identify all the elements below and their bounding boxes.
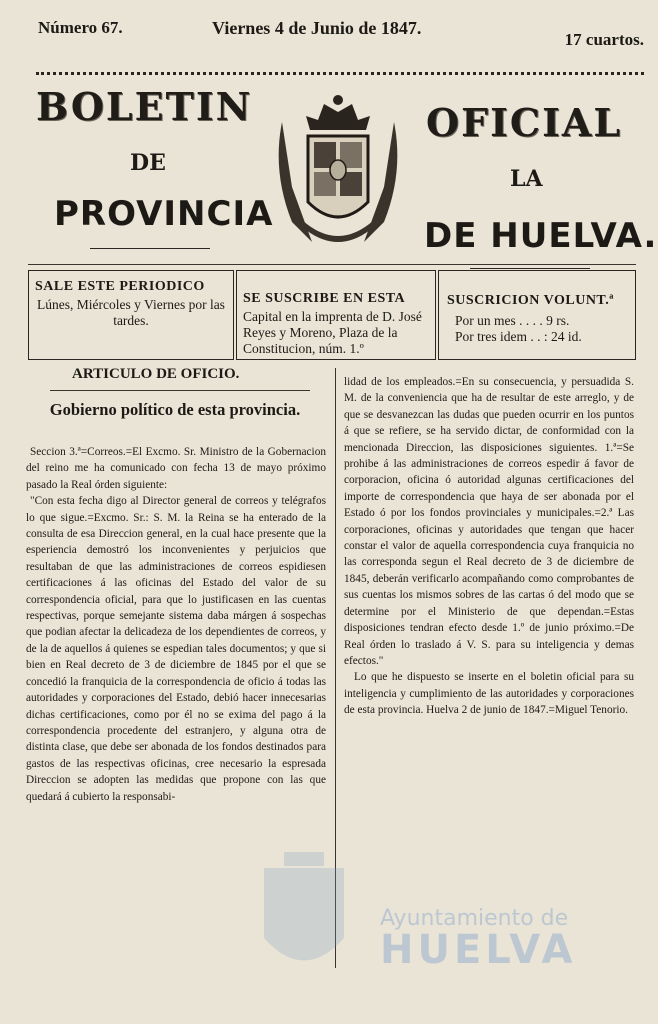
issue-number: Número 67. [38, 18, 123, 37]
info-box-schedule [28, 270, 234, 360]
info-box-subscription-price [438, 270, 636, 360]
section-subheading: Gobierno político de esta provincia. [49, 400, 301, 419]
left-column [26, 444, 326, 805]
title-de: DE [130, 150, 166, 176]
masthead-dotted-rule [36, 72, 644, 75]
watermark-line-2: HUELVA [380, 927, 577, 973]
issue-date: Viernes 4 de Junio de 1847. [212, 18, 422, 38]
right-paragraph-1: lidad de los empleados.=En su consecuencia, y persuadida S. M. de la conveniencia que ha de resultar de este arreglo, y de que se desvanezcan las dudas que pueden ocurrir en los puntos á que se refiere, se ha servido dictar, de conformidad con la mencionada Direccion, las disposiciones siguientes. 1.ª=Se prohibe á las administraciones de correos espedir á favor de corporacion, oficina ó autoridad algunas certificaciones del importe de correspondencia que haya de ser abonada por el Estado ó por los fondos provinciales y municipales.=2.ª Las corporaciones, oficinas y autoridades que tengan que hacer constar el valor de aquella correspondencia cuya franquicia no las corresponda segun el Real decreto de 3 de diciembre de 1845, deberán verificarlo acompañando como comprobantes de sus cuentas los mismos sobres de las cartas ó del modo que se determine por el Ministerio de que dependan.=Estas disposiciones tendran efecto desde 1.º de junio próximo.=De Real órden lo traslado á V. S. para su inteligencia y demas efectos." [344, 376, 634, 667]
title-la: LA [510, 166, 543, 192]
title-oficial: OFICIAL [426, 100, 623, 145]
left-paragraph-2: "Con esta fecha digo al Director general de correos y telégrafos lo que sigue.=Excmo. Sr.: S. M. la Reina se ha enterado de la consulta de esa Direccion general, en la cual hace presente que la esperiencia demostró los inconvenientes y perjuicios que resultaban de que las administraciones de correos espidiesen certificaciones á las oficinas del Estado del valor de su correspondencia oficial, para que lo justificasen en las cuentas respectivas, porque semejante sistema daba márgen á sospechas que podian afectar la delicadeza de los dependientes de correos, y de la de aquellos á quienes se espedian tales documentos; y que si bien en Real decreto de 3 de diciembre de 1845 por el que se concedió la franquicia de la correspondencia de oficio á todas las autoridades y corporaciones del Estado, debió hacer innecesarias dichas certificaciones, como por él no se exima del pago á la correspondencia procedente del estranjero, y alguna otra de distinta clase, que debe ser abonada de los fondos destinados para gastos de las respectivas oficinas, cree necesario la espresada Direccion se adopten las medidas que propone con las que quedará á cubierto la responsabi- [26, 495, 326, 803]
watermark-text [300, 906, 576, 973]
right-column [344, 374, 634, 719]
info-top-rule [28, 264, 636, 265]
section-heading: ARTICULO DE OFICIO. [72, 366, 240, 382]
info-box-price-heading: SUSCRICION VOLUNT.ª [447, 293, 614, 308]
title-boletin: BOLETIN [36, 84, 253, 129]
masthead-topline [38, 18, 644, 48]
info-box-schedule-heading: SALE ESTE PERIODICO [35, 279, 205, 294]
left-flourish [90, 248, 210, 251]
issue-price: 17 cuartos. [564, 30, 644, 49]
info-box-place-body: Capital en la imprenta de D. José Reyes y Moreno, Plaza de la Constitucion, núm. 1.º [243, 309, 422, 356]
royal-crest-icon [262, 92, 414, 254]
right-paragraph-2: Lo que he dispuesto se inserte en el boletin oficial para su inteligencia y cumplimiento de las autoridades y corporaciones de esta provincia. Huelva 2 de junio de 1847.=Miguel Tenorio. [344, 671, 634, 717]
watermark-line-1: Ayuntamiento de [380, 906, 569, 931]
section-heading-rule [50, 390, 310, 391]
info-box-price-line-1: Por un mes . . . . 9 rs. [455, 313, 570, 328]
left-paragraph-1: Seccion 3.ª=Correos.=El Excmo. Sr. Ministro de la Gobernacion del reino me ha comunicado con fecha 13 de mayo próximo pasado la Real órden siguiente: [26, 446, 326, 491]
info-box-price-line-2: Por tres idem . . : 24 id. [455, 329, 582, 344]
info-box-place-heading: SE SUSCRIBE EN ESTA [243, 291, 406, 306]
title-provincia: PROVINCIA [54, 194, 274, 234]
info-box-schedule-body: Lúnes, Miércoles y Viernes por las tardes. [37, 297, 225, 328]
info-box-subscription-place [236, 270, 436, 360]
title-de-huelva: DE HUELVA. [424, 216, 658, 256]
